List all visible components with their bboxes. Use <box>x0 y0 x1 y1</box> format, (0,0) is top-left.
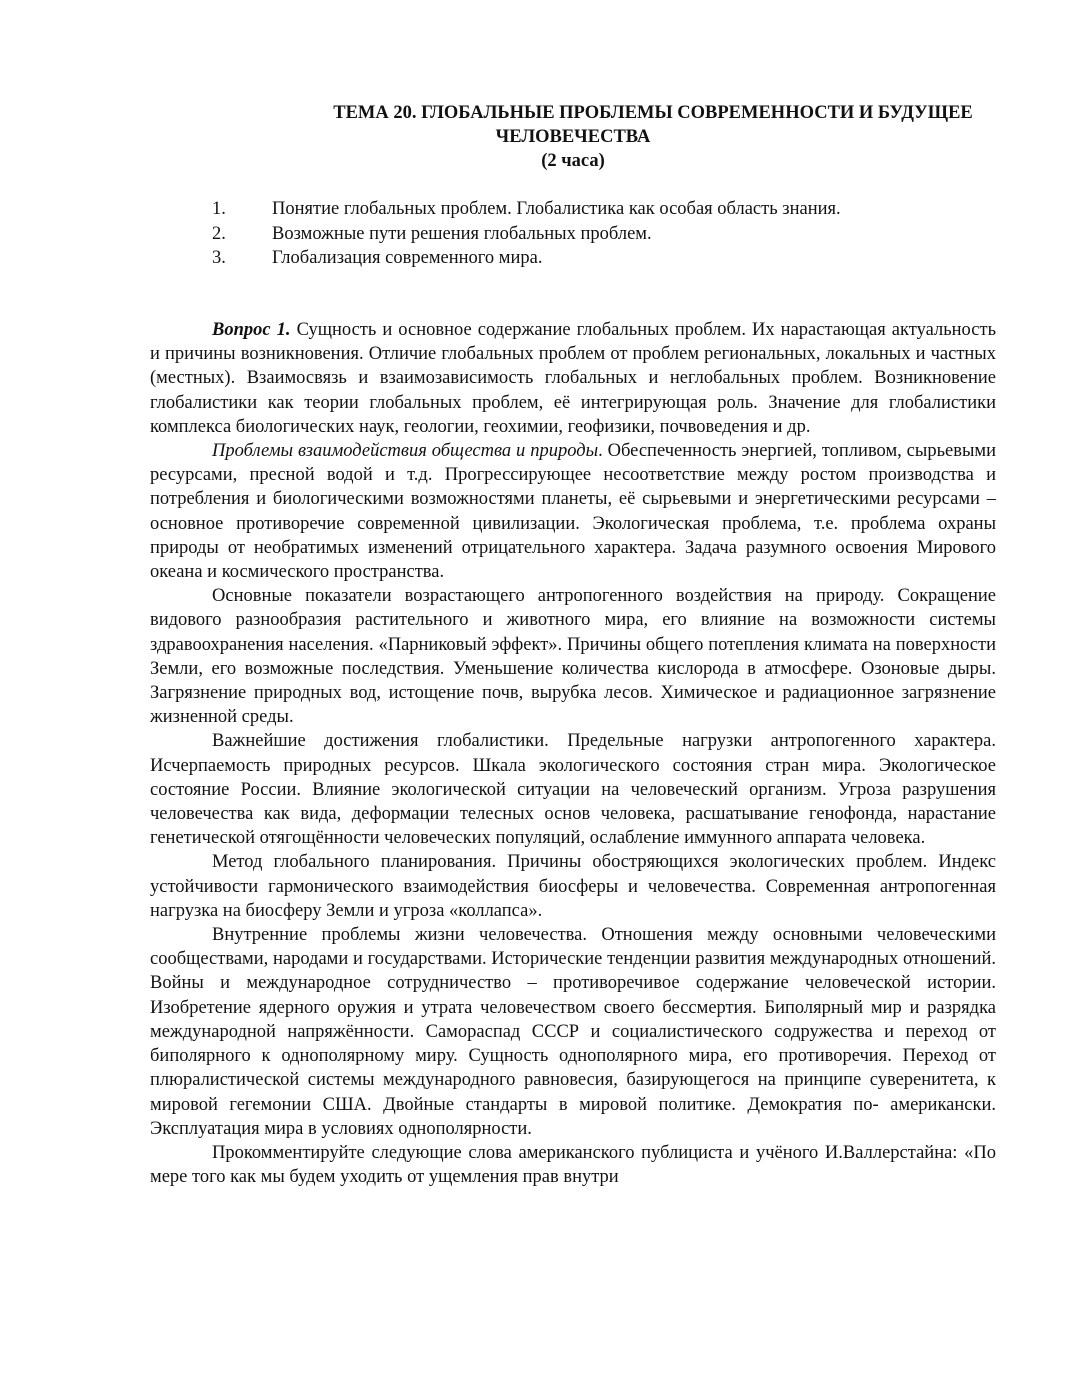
body-paragraph <box>150 439 996 584</box>
topic-heading <box>150 101 996 173</box>
outline-item <box>0 246 1071 271</box>
heading-line-2: ЧЕЛОВЕЧЕСТВА <box>495 127 651 147</box>
heading-hours: (2 часа) <box>541 151 605 171</box>
document-body <box>150 318 996 1189</box>
outline-item <box>0 197 1071 222</box>
outline-text: Глобализация современного мира. <box>272 248 543 268</box>
question-1-label: Вопрос 1. <box>212 320 291 340</box>
question-1-text: Сущность и основное содержание глобальных проблем. Их нарастающая актуальность и причины возникновения. Отличие глобальных проблем от проблем региональных, локальных и частных (местных). Взаимосвязь и взаимозависимость глобальных и неглобальных проблем. Возникновение глобалистики как теории глобальных проблем, её интегрирующая роль. Значение для глобалистики комплекса биологических наук, геологии, геохимии, геофизики, почвоведения и др. <box>150 320 997 437</box>
outline-item <box>0 222 1071 247</box>
body-paragraph: Прокомментируйте следующие слова американского публициста и учёного И.Валлерстайна: «По мере того как мы будем уходить от ущемления прав внутри <box>150 1142 996 1188</box>
outline-text: Возможные пути решения глобальных проблем. <box>272 223 652 244</box>
outline-number: 1. <box>212 199 226 219</box>
body-paragraph: Основные показатели возрастающего антропогенного воздействия на природу. Сокращение видового разнообразия растительного и животного мира, его влияние на возможности системы здравоохранения населения. «Парниковый эффект». Причины общего потепления климата на поверхности Земли, его возможные последствия. Уменьшение количества кислорода в атмосфере. Озоновые дыры. Загрязнение природных вод, истощение почв, вырубка лесов. Химическое и радиационное загрязнение жизненной среды. <box>150 586 996 728</box>
outline-number: 2. <box>212 223 226 244</box>
body-paragraph: Важнейшие достижения глобалистики. Предельные нагрузки антропогенного характера. Исчерпаемость природных ресурсов. Шкала экологического состояния стран мира. Экологическое состояние России. Влияние экологической ситуации на человеческий организм. Угроза разрушения человечества как вида, деформации телесных основ человека, расшатывание генофонда, нарастание генетической отягощённости человеческих популяций, ослабление иммунного аппарата человека. <box>150 731 996 849</box>
heading-line-1: ТЕМА 20. ГЛОБАЛЬНЫЕ ПРОБЛЕМЫ СОВРЕМЕННОСТИ И БУДУЩЕЕ <box>333 103 973 123</box>
body-paragraph: Внутренние проблемы жизни человечества. Отношения между основными человеческими сообществами, народами и государствами. Исторические тенденции развития международных отношений. Войны и международное сотрудничество – противоречивое содержание человеческой истории. Изобретение ядерного оружия и утрата человечеством своего бессмертия. Биполярный мир и разрядка международной напряжённости. Самораспад СССР и социалистического содружества и переход от биполярного к однополярному миру. Сущность однополярного мира, его противоречия. Переход от плюралистической системы международного равновесия, базирующегося на принципе суверенитета, к мировой гегемонии США. Двойные стандарты в мировой политике. Демократия по- американски. Эксплуатация мира в условиях однополярности. <box>150 925 996 1139</box>
paragraph-text: . Обеспеченность энергией, топливом, сырьевыми ресурсами, пресной водой и т.д. Прогрессирующее несоответствие между ростом производства и потребления и биологическими возможностями планеты, её сырьевыми и энергетическими ресурсами – основное противоречие современной цивилизации. Экологическая проблема, т.е. проблема охраны природы от необратимых изменений отрицательного характера. Задача разумного освоения Мирового океана и космического пространства. <box>150 441 996 583</box>
question-1-paragraph <box>150 318 996 439</box>
topic-outline <box>0 197 1071 271</box>
outline-number: 3. <box>212 248 226 268</box>
outline-text: Понятие глобальных проблем. Глобалистика как особая область знания. <box>272 199 841 219</box>
paragraph-italic-title: Проблемы взаимодействия общества и природы <box>212 441 599 462</box>
body-paragraph: Метод глобального планирования. Причины обостряющихся экологических проблем. Индекс устойчивости гармонического взаимодействия биосферы и человечества. Современная антропогенная нагрузка на биосферу Земли и угроза «коллапса». <box>150 852 996 921</box>
